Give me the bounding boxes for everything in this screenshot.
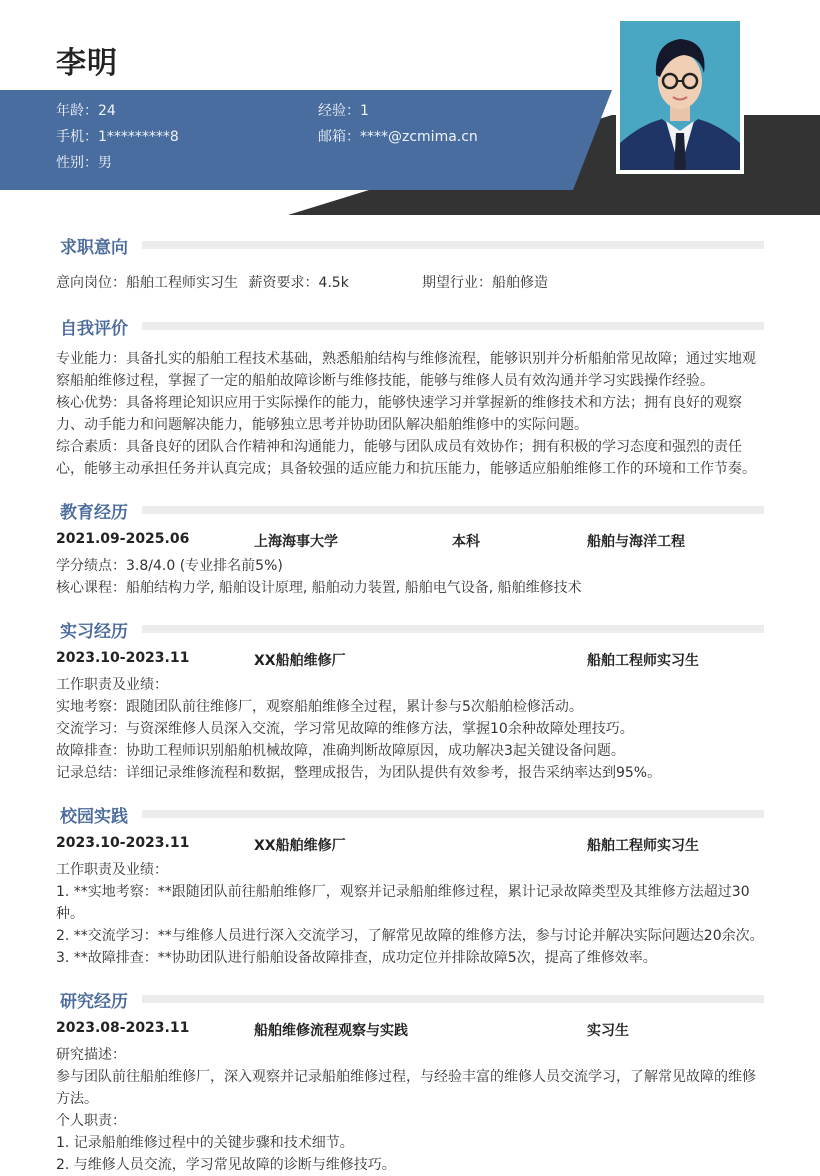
- section-divider: [142, 322, 764, 330]
- section-title: 研究经历: [60, 991, 128, 1012]
- internship-line: 交流学习：与资深维修人员深入交流，学习常见故障的维修方法，掌握10余种故障处理技巧。: [56, 721, 634, 737]
- research-line: 参与团队前往船舶维修厂，深入观察并记录船舶维修过程，与经验丰富的维修人员交流学习，了解常见故障的维修: [56, 1069, 756, 1085]
- company-name: XX船舶维修厂: [254, 653, 346, 669]
- section-header-education: [60, 498, 764, 522]
- research-line: 1. 记录船舶维修过程中的关键步骤和技术细节。: [56, 1135, 354, 1151]
- campus-line: 3. **故障排查：**协助团队进行船舶设备故障排查，成功定位并排除故障5次，提高了维修效率。: [56, 950, 657, 966]
- campus-line: 工作职责及业绩：: [56, 862, 168, 878]
- profile-photo: [620, 21, 740, 170]
- campus-line: 1. **实地考察：**跟随团队前往船舶维修厂，观察并记录船舶维修过程，累计记录故障类型及其维修方法超过30: [56, 884, 750, 900]
- self-eval-line: 专业能力：具备扎实的船舶工程技术基础，熟悉船舶结构与维修流程，能够识别并分析船舶常见故障；通过实地观: [56, 351, 756, 367]
- research-line: 个人职责：: [56, 1113, 126, 1129]
- email-field: 邮箱：****@zcmima.cn: [318, 129, 478, 145]
- section-header-campus-practice: [60, 802, 764, 826]
- internship-line: 记录总结：详细记录维修流程和数据，整理成报告，为团队提供有效参考，报告采纳率达到95%。: [56, 765, 662, 781]
- section-header-internship: [60, 617, 764, 641]
- campus-line: 种。: [56, 906, 84, 922]
- self-eval-line: 核心优势：具备将理论知识应用于实际操作的能力，能够快速学习并掌握新的维修技术和方法；拥有良好的观察: [56, 395, 742, 411]
- section-title: 校园实践: [60, 806, 128, 827]
- research-line: 2. 与维修人员交流，学习常见故障的诊断与维修技巧。: [56, 1157, 396, 1173]
- campus-period: 2023.10-2023.11: [56, 835, 190, 851]
- section-divider: [142, 995, 764, 1003]
- project-name: 船舶维修流程观察与实践: [254, 1023, 408, 1039]
- self-eval-line: 察船舶维修过程，掌握了一定的船舶故障诊断与维修技能，能够与维修人员有效沟通并学习实践操作经验。: [56, 373, 714, 389]
- campus-entry-header: [56, 835, 766, 857]
- age-field: 年龄：24: [56, 103, 116, 119]
- section-header-job-intent: [60, 233, 764, 257]
- section-divider: [142, 506, 764, 514]
- research-line: 方法。: [56, 1091, 98, 1107]
- self-eval-line: 力、动手能力和问题解决能力，能够独立思考并协助团队解决船舶维修中的实际问题。: [56, 417, 588, 433]
- education-period: 2021.09-2025.06: [56, 531, 190, 547]
- expected-industry: 期望行业：船舶修造: [422, 275, 548, 291]
- section-header-research: [60, 987, 764, 1011]
- research-entry-header: [56, 1020, 766, 1042]
- research-line: 研究描述：: [56, 1047, 126, 1063]
- internship-line: 工作职责及业绩：: [56, 677, 168, 693]
- major: 船舶与海洋工程: [587, 534, 685, 550]
- education-entry-header: [56, 531, 766, 553]
- candidate-name: 李明: [56, 46, 118, 81]
- gpa-line: 学分绩点：3.8/4.0 (专业排名前5%): [56, 558, 283, 574]
- section-divider: [142, 625, 764, 633]
- section-divider: [142, 241, 764, 249]
- internship-line: 故障排查：协助工程师识别船舶机械故障，准确判断故障原因，成功解决3起关键设备问题。: [56, 743, 625, 759]
- self-eval-line: 综合素质：具备良好的团队合作精神和沟通能力，能够与团队成员有效协作；拥有积极的学习态度和强烈的责任: [56, 439, 742, 455]
- degree: 本科: [452, 534, 480, 550]
- section-title: 自我评价: [60, 318, 128, 339]
- section-header-self-evaluation: [60, 314, 764, 338]
- internship-period: 2023.10-2023.11: [56, 650, 190, 666]
- profile-photo-frame: [616, 17, 744, 174]
- person-portrait-icon: [620, 21, 740, 170]
- salary-expectation: 薪资要求：4.5k: [248, 275, 349, 291]
- section-title: 教育经历: [60, 502, 128, 523]
- company-name: XX船舶维修厂: [254, 838, 346, 854]
- gender-field: 性别：男: [56, 155, 112, 171]
- intended-position: 意向岗位：船舶工程师实习生: [56, 275, 238, 291]
- resume-header: [0, 0, 820, 220]
- research-period: 2023.08-2023.11: [56, 1020, 190, 1036]
- job-role: 船舶工程师实习生: [587, 838, 699, 854]
- section-title: 求职意向: [60, 237, 128, 258]
- campus-line: 2. **交流学习：**与维修人员进行深入交流学习，了解常见故障的维修方法，参与讨论并解决实际问题达20余次。: [56, 928, 764, 944]
- section-divider: [142, 810, 764, 818]
- courses-line: 核心课程：船舶结构力学, 船舶设计原理, 船舶动力装置, 船舶电气设备, 船舶维修技术: [56, 580, 582, 596]
- internship-line: 实地考察：跟随团队前往维修厂，观察船舶维修全过程，累计参与5次船舶检修活动。: [56, 699, 583, 715]
- experience-field: 经验：1: [318, 103, 369, 119]
- job-role: 船舶工程师实习生: [587, 653, 699, 669]
- job-intent-line: [56, 272, 766, 294]
- internship-entry-header: [56, 650, 766, 672]
- school-name: 上海海事大学: [254, 534, 338, 550]
- research-role: 实习生: [587, 1023, 629, 1039]
- phone-field: 手机：1*********8: [56, 129, 179, 145]
- self-eval-line: 心，能够主动承担任务并认真完成；具备较强的适应能力和抗压能力，能够适应船舶维修工作的环境和工作节奏。: [56, 461, 756, 477]
- section-title: 实习经历: [60, 621, 128, 642]
